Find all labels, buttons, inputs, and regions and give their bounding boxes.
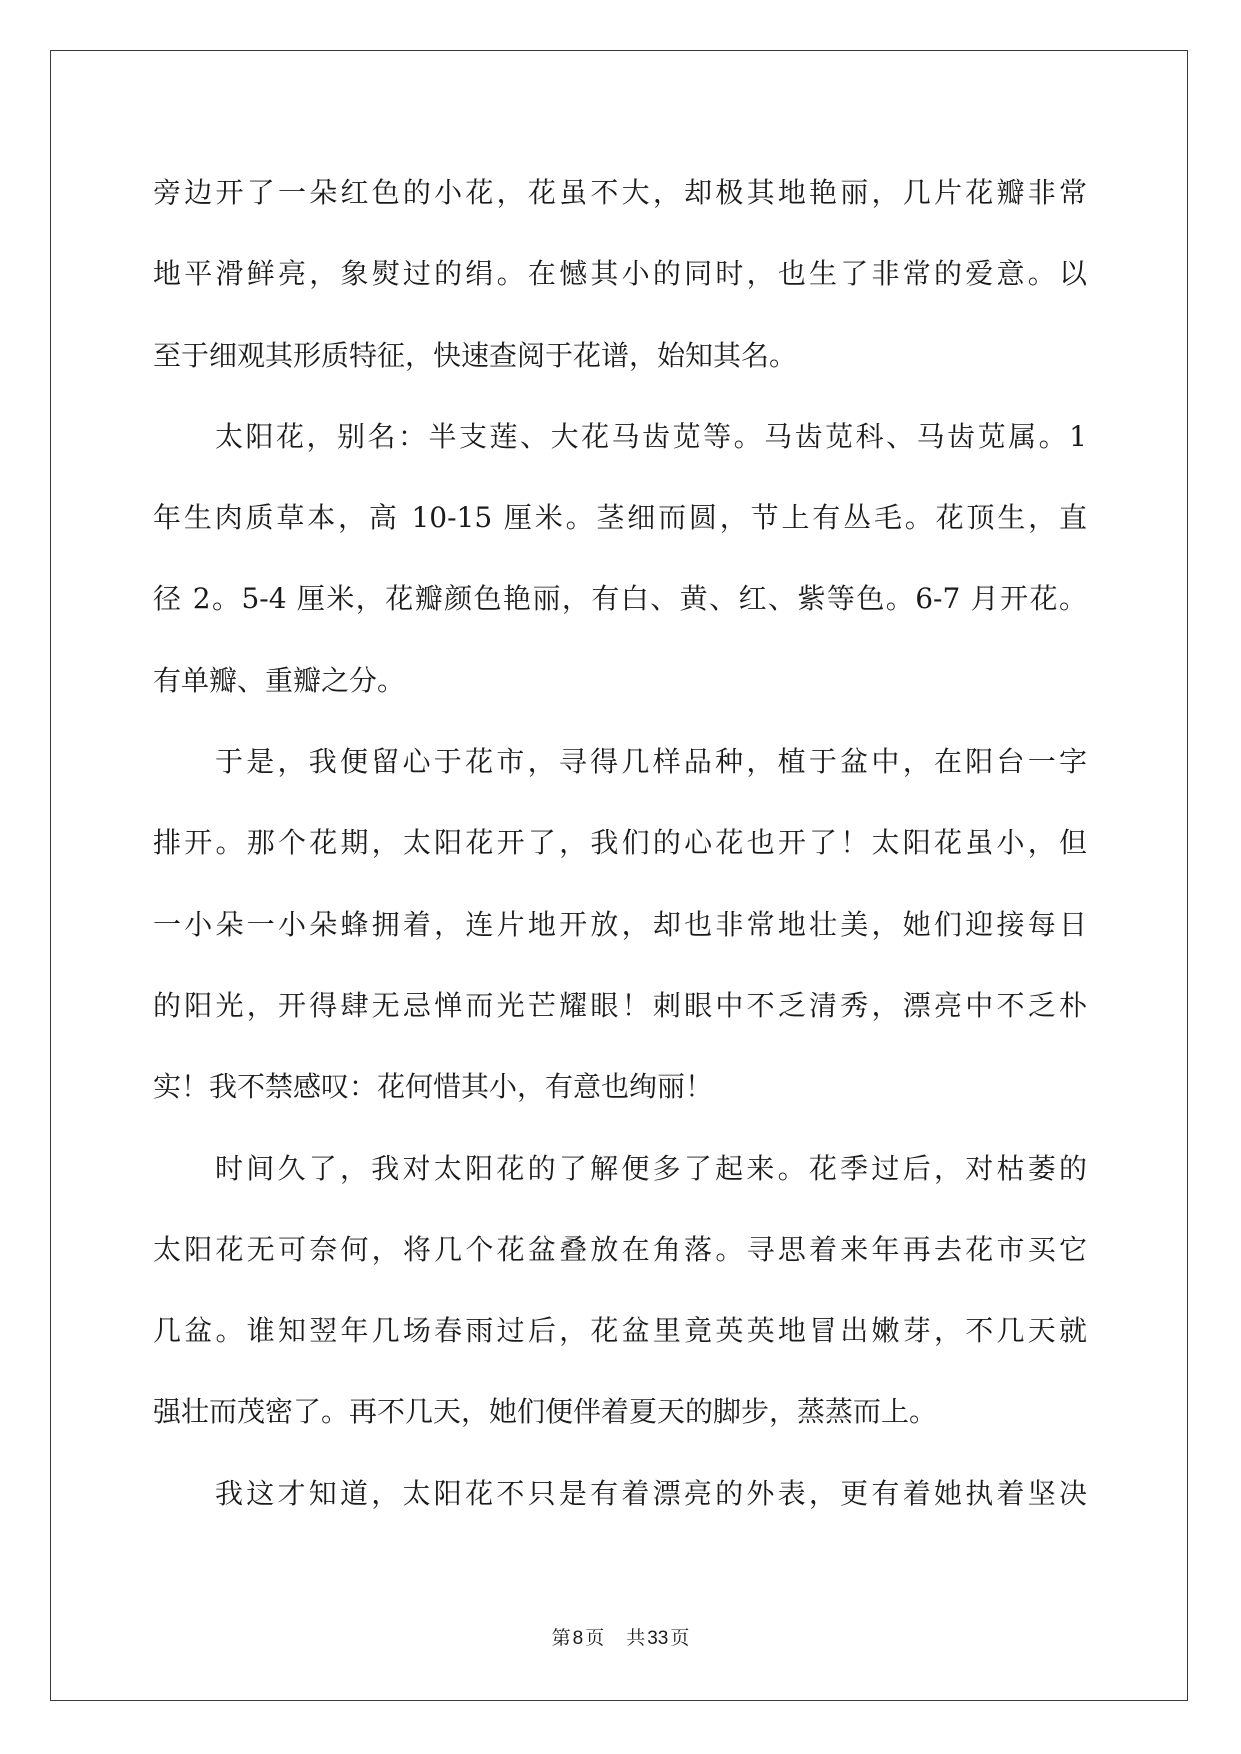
total-prefix: 共 — [626, 1627, 646, 1649]
paragraph — [153, 721, 1087, 1127]
text-line: 的阳光，开得肆无忌惮而光芒耀眼！刺眼中不乏清秀，漂亮中不乏朴 — [153, 988, 1087, 1022]
text-line: 太阳花无可奈何，将几个花盆叠放在角落。寻思着来年再去花市买它 — [153, 1232, 1087, 1266]
text-line: 几盆。谁知翌年几场春雨过后，花盆里竟英英地冒出嫩芽，不几天就 — [153, 1314, 1087, 1348]
text-line: 强壮而茂密了。再不几天，她们便伴着夏天的脚步，蒸蒸而上。 — [153, 1395, 938, 1429]
text-line: 一小朵一小朵蜂拥着，连片地开放，却也非常地壮美，她们迎接每日 — [153, 907, 1087, 941]
paragraph — [153, 1128, 1087, 1453]
paragraph — [153, 1453, 1087, 1534]
page-suffix: 页 — [585, 1627, 605, 1649]
text-line: 排开。那个花期，太阳花开了，我们的心花也开了！太阳花虽小，但 — [153, 826, 1087, 860]
text-line: 地平滑鲜亮，象熨过的绢。在憾其小的同时，也生了非常的爱意。以 — [153, 257, 1087, 291]
text-line: 于是，我便留心于花市，寻得几样品种，植于盆中，在阳台一字 — [215, 745, 1087, 779]
page-number: 8 — [572, 1628, 584, 1649]
paragraph — [153, 152, 1087, 396]
paragraph — [153, 396, 1087, 721]
text-line: 我这才知道，太阳花不只是有着漂亮的外表，更有着她执着坚决 — [215, 1476, 1087, 1510]
document-body — [153, 152, 1087, 1534]
page-footer — [0, 1624, 1241, 1653]
total-pages: 33 — [647, 1628, 669, 1649]
text-line: 旁边开了一朵红色的小花，花虽不大，却极其地艳丽，几片花瓣非常 — [153, 176, 1087, 209]
text-line: 有单瓣、重瓣之分。 — [153, 663, 406, 697]
text-line: 时间久了，我对太阳花的了解便多了起来。花季过后，对枯萎的 — [215, 1151, 1087, 1185]
page-indicator — [552, 1627, 605, 1649]
text-line: 太阳花，别名：半支莲、大花马齿苋等。马齿苋科、马齿苋属。1 — [215, 419, 1087, 453]
text-line: 实！我不禁感叹：花何惜其小，有意也绚丽！ — [153, 1070, 714, 1104]
total-suffix: 页 — [670, 1627, 690, 1649]
text-line: 径 2。5-4 厘米，花瓣颜色艳丽，有白、黄、红、紫等色。6-7 月开花。 — [153, 582, 1087, 616]
page-prefix: 第 — [551, 1627, 571, 1649]
text-line: 年生肉质草本，高 10-15 厘米。茎细而圆，节上有丛毛。花顶生，直 — [153, 501, 1087, 535]
text-line: 至于细观其形质特征，快速查阅于花谱，始知其名。 — [153, 338, 798, 372]
total-pages-indicator — [626, 1627, 689, 1649]
